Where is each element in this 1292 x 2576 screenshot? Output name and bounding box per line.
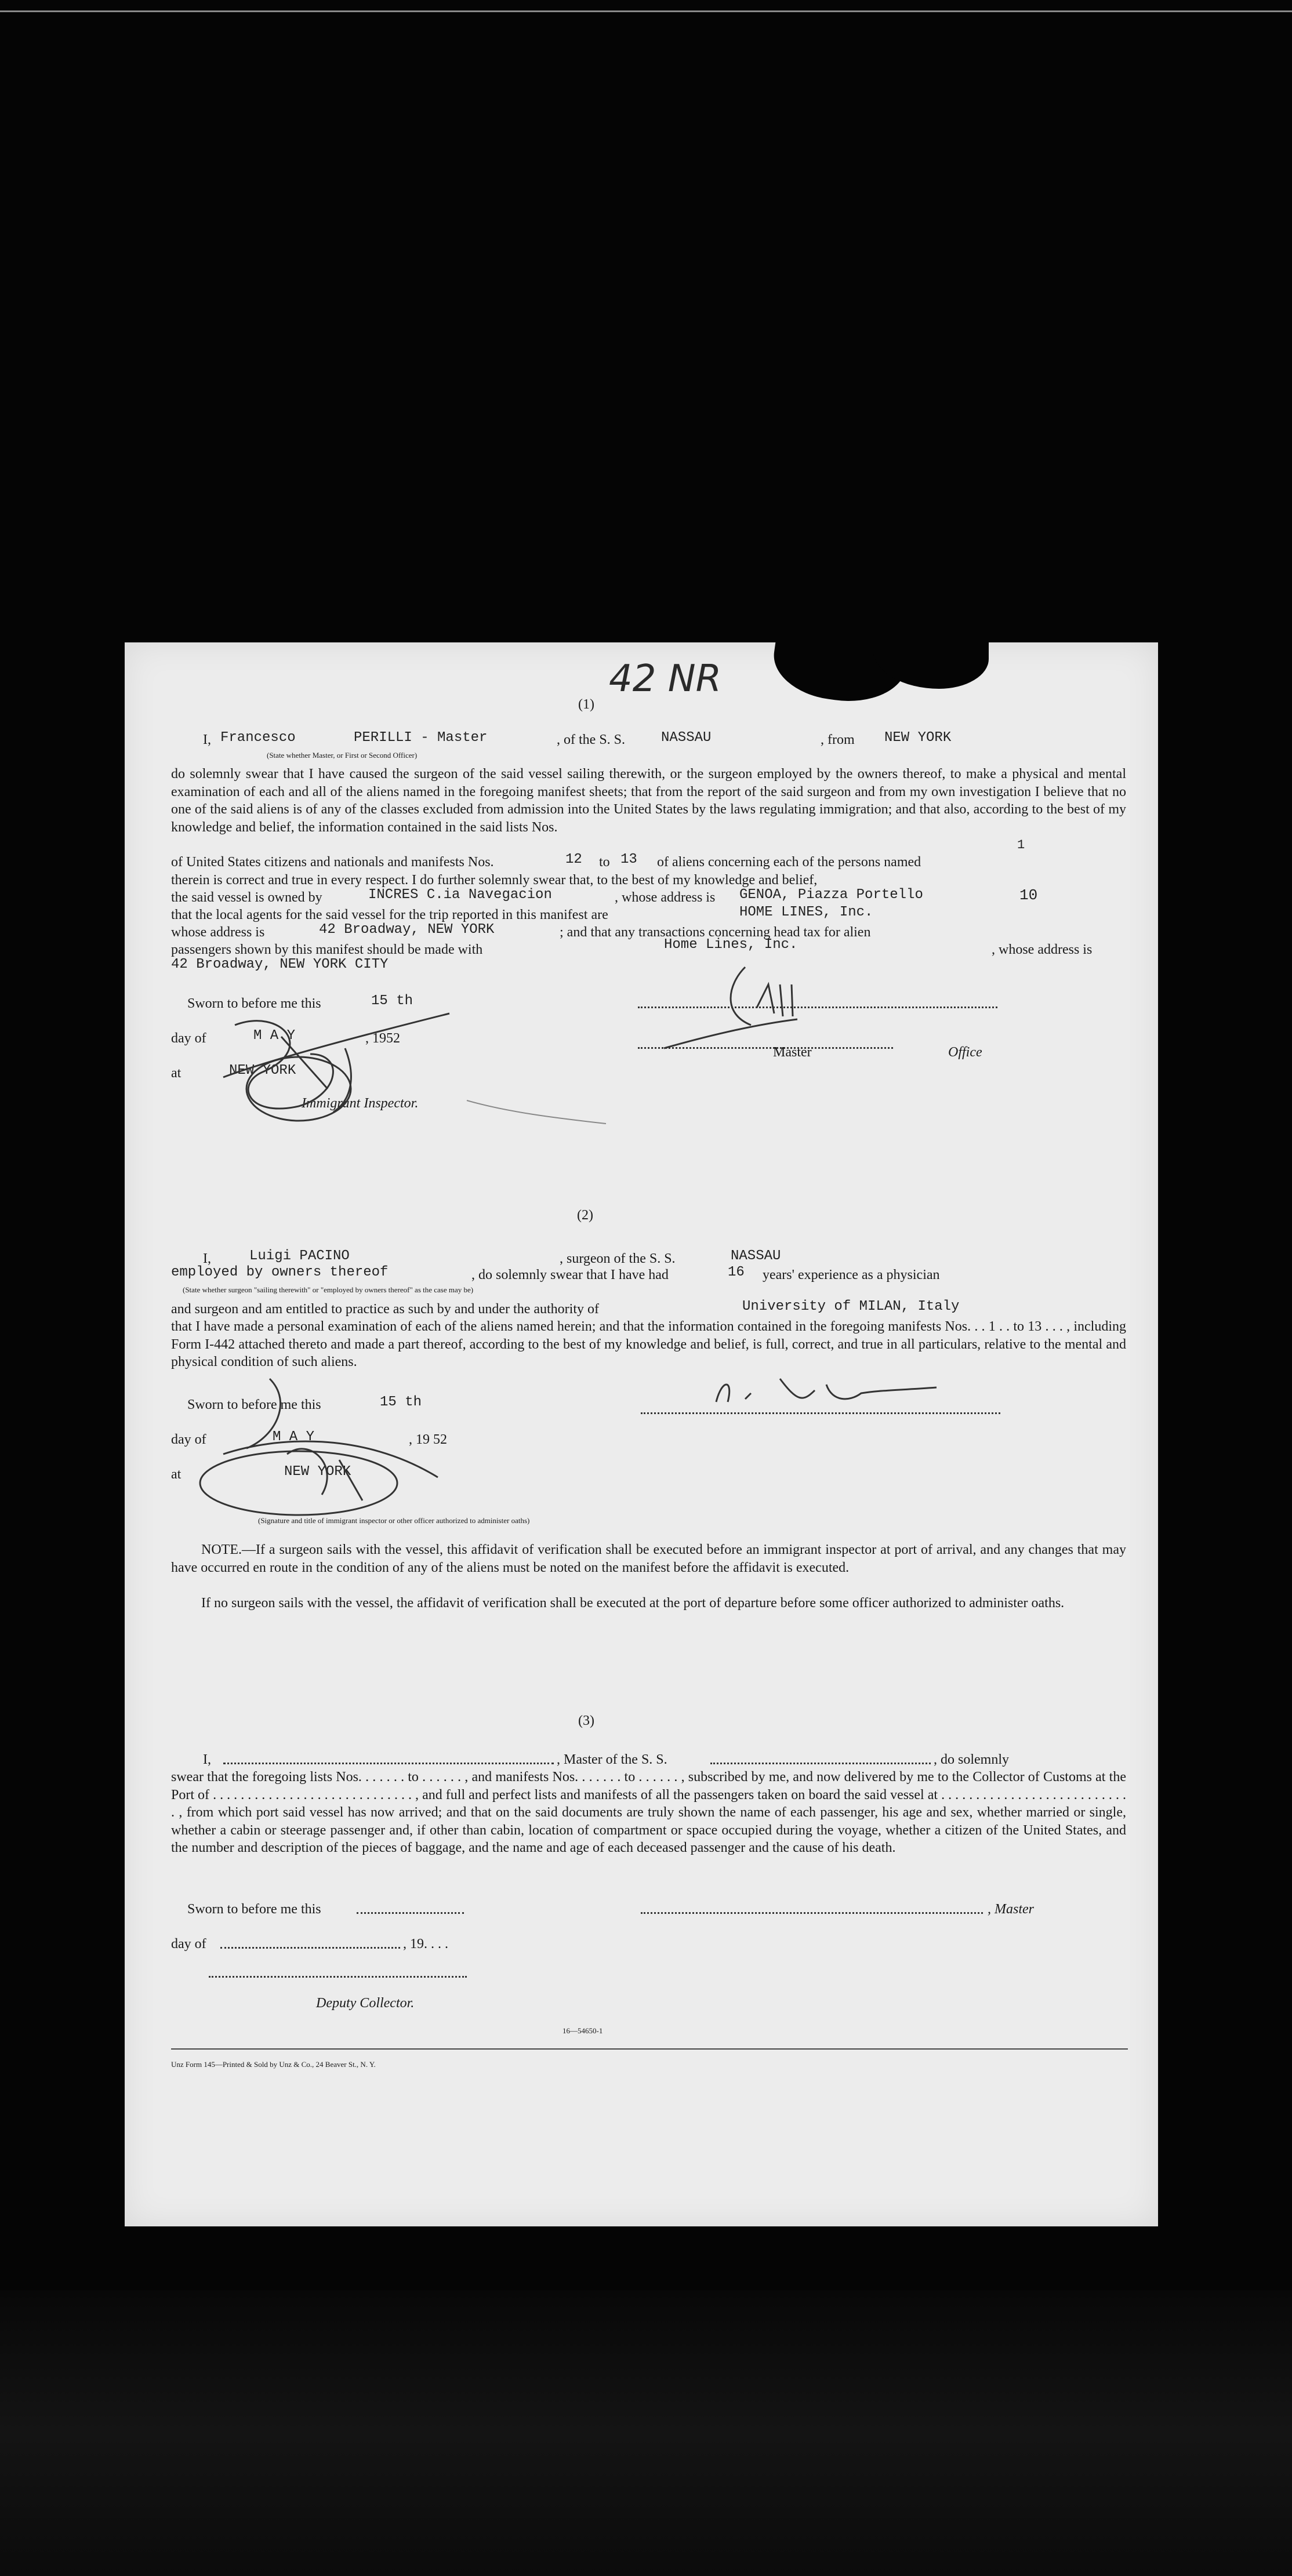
ship-name: NASSAU: [661, 730, 712, 746]
s3-paragraph: swear that the foregoing lists Nos. . . . . . . to . . . . . . , and manifests Nos. . . . . . . to . . . . . . , subscribed by me, and now delivered by me to the Collector of Customs at the Port of . . . . . . . . . . . . . . . . . . . . . . . . . . . . . , and full and perfect lists and manifests of all the passengers taken on board the said vessel at . . . . . . . . . . . . . . . . . . . . . . . . . . . . , from which port said vessel has now arrived; and that on the said documents are truly shown the name of each passenger, his age and sex, whether married or single, whether a cabin or steerage passenger and, if other than cabin, location of compartment or space occupied during the voyage, whether a citizen of the United States, and the number and description of the pieces of baggage, and the name and age of each deceased passenger and the cause of his death.: [171, 1770, 1126, 1855]
surgeon-signature: [710, 1367, 942, 1414]
handwritten-note: 42 NR: [609, 657, 722, 700]
passengers-line: passengers shown by this manifest should be made with: [171, 942, 483, 957]
s1-to: to: [599, 855, 610, 870]
s1-day-of-label: day of: [171, 1031, 206, 1046]
deputy-signature-line: [209, 1976, 467, 1978]
s2-at-label: at: [171, 1467, 182, 1482]
manifest-to: 13: [620, 852, 637, 867]
footer-rule: [171, 2048, 1128, 2050]
s1-paragraph: do solemnly swear that I have caused the surgeon of the said vessel sailing therewith, or the surgeon employed by the owners thereof, to make a physical and mental examination of each and all of the aliens named in the foregoing manifest sheets; that from the report of the said surgeon and from my own investigation I believe that no one of the said aliens is of any of the classes excluded from admission into the United States by the laws regulating immigration; and that also, according to the best of my knowledge and belief, the information contained in the said lists Nos.: [171, 766, 1126, 835]
s1-place: NEW YORK: [229, 1063, 296, 1078]
s1-at-label: at: [171, 1066, 182, 1081]
s1-whose-address: , whose address is: [615, 890, 716, 905]
manifest-from: 12: [565, 852, 582, 867]
s3-day-line: [220, 1947, 400, 1949]
s2-sworn-label: Sworn to before me this: [187, 1397, 321, 1412]
s1-line-b: of United States citizens and nationals and manifests Nos.: [171, 855, 494, 870]
master-title: PERILLI - Master: [354, 730, 488, 746]
s1-sworn-day: 15 th: [371, 993, 413, 1009]
s3-sworn-label: Sworn to before me this: [187, 1902, 321, 1917]
s2-year: , 19 52: [409, 1432, 447, 1447]
years-experience: 16: [728, 1265, 745, 1280]
inspector-signature-note: (Signature and title of immigrant inspector or other officer authorized to administer oaths): [258, 1516, 530, 1525]
s2-paragraph: that I have made a personal examination of each of the aliens named herein; and that the information contained in the foregoing manifests Nos. . . 1 . . to 13 . . . , including Form I-442 attached thereto and made a part thereof, according to the best of my knowledge and belief, is full, correct, and true in all particulars, relative to the mental and physical condition of such aliens.: [171, 1319, 1126, 1369]
printer-footer: Unz Form 145—Printed & Sold by Unz & Co., 24 Beaver St., N. Y.: [171, 2060, 376, 2069]
s1-whose-address2: whose address is: [171, 925, 265, 940]
head-tax-text: ; and that any transactions concerning head tax for alien: [560, 925, 871, 940]
master-label: Master: [773, 1045, 812, 1060]
s3-name-line: [223, 1763, 554, 1764]
agents-address: 42 Broadway, NEW YORK: [319, 922, 495, 938]
inspector-signature-2: [188, 1367, 444, 1524]
s2-line-a: and surgeon and am entitled to practice as such by and under the authority of: [171, 1302, 599, 1317]
surgeon-authority: University of MILAN, Italy: [742, 1299, 960, 1314]
s3-year: , 19. . . .: [403, 1936, 448, 1952]
scan-background: [0, 2290, 1292, 2576]
inspector-stamp: [461, 1095, 623, 1129]
s2-place: NEW YORK: [284, 1464, 351, 1480]
s2-day-of-label: day of: [171, 1432, 206, 1447]
form-code: 16—54650-1: [562, 2026, 603, 2035]
surgeon-employment: employed by owners thereof: [171, 1265, 389, 1280]
s2-sworn-day: 15 th: [380, 1394, 422, 1410]
s1-year: , 1952: [365, 1031, 400, 1046]
s1-line-c: therein is correct and true in every respect. I do further solemnly swear that, to the best of my knowledge and belief,: [171, 873, 818, 888]
s1-of-ss: , of the S. S.: [557, 732, 626, 747]
s1-sworn-label: Sworn to before me this: [187, 996, 321, 1011]
s3-master-of: , Master of the S. S.: [557, 1752, 667, 1767]
s2-years-pre: , do solemnly swear that I have had: [471, 1267, 669, 1282]
owned-by-label: the said vessel is owned by: [171, 890, 322, 905]
scan-top-line: [0, 10, 1292, 12]
s2-ship-name: NASSAU: [731, 1248, 781, 1264]
s3-master-label: , Master: [988, 1902, 1034, 1917]
section-1-number: (1): [578, 697, 594, 712]
s3-day-of-label: day of: [171, 1936, 206, 1952]
vessel-owner: INCRES C.ia Navegacion: [368, 887, 552, 903]
s2-years-post: years' experience as a physician: [763, 1267, 940, 1282]
s2-i: I,: [203, 1251, 211, 1266]
lists-from: 1: [1015, 837, 1027, 854]
owner-address-extra: 10: [1019, 886, 1038, 904]
owner-address: GENOA, Piazza Portello: [739, 887, 923, 903]
s1-line-b-end: of aliens concerning each of the persons named: [657, 855, 921, 870]
immigrant-inspector-label: Immigrant Inspector.: [302, 1096, 419, 1111]
section-2-number: (2): [577, 1208, 593, 1223]
s3-i: I,: [203, 1752, 211, 1767]
s1-whose-address3: , whose address is: [992, 942, 1093, 957]
s1-i: I,: [203, 732, 211, 747]
manifest-affidavit-page: [125, 642, 1158, 2226]
deputy-collector-label: Deputy Collector.: [316, 1996, 415, 2011]
tax-agent-address: 42 Broadway, NEW YORK CITY: [171, 957, 389, 972]
s3-master-line: [641, 1912, 983, 1914]
departure-port: NEW YORK: [884, 730, 952, 746]
s2-note-2: If no surgeon sails with the vessel, the affidavit of verification shall be executed at the port of departure before some officer authorized to administer oaths.: [201, 1596, 1065, 1611]
master-signature: [658, 961, 844, 1054]
section-3-number: (3): [578, 1713, 594, 1728]
s1-from: , from: [821, 732, 855, 747]
s3-do-solemnly: , do solemnly: [934, 1752, 1009, 1767]
tax-agent: Home Lines, Inc.: [664, 937, 798, 953]
s2-sub-label: (State whether surgeon "sailing therewith" or "employed by owners thereof" as the case may be): [183, 1285, 474, 1294]
surgeon-name: Luigi PACINO: [249, 1248, 350, 1264]
master-name: Francesco: [220, 730, 296, 746]
s2-note: NOTE.—If a surgeon sails with the vessel, this affidavit of verification shall be executed before an immigrant inspector at port of arrival, and any changes that may have occurred en route in the condition of any of the aliens must be noted on the manifest before the affidavit is executed.: [171, 1542, 1126, 1575]
s3-ship-line: [710, 1763, 931, 1764]
inspector-signature: [212, 1002, 455, 1141]
local-agents-label: that the local agents for the said vessel for the trip reported in this manifest are: [171, 907, 608, 922]
s2-month: M A Y: [273, 1429, 315, 1445]
s1-month: M A Y: [253, 1028, 296, 1044]
local-agents: HOME LINES, Inc.: [739, 904, 873, 920]
s3-sworn-line: [357, 1912, 464, 1914]
officer-label: Office: [948, 1045, 982, 1060]
s2-surgeon-of: , surgeon of the S. S.: [560, 1251, 676, 1266]
s1-sub-label: (State whether Master, or First or Second Officer): [267, 751, 418, 760]
